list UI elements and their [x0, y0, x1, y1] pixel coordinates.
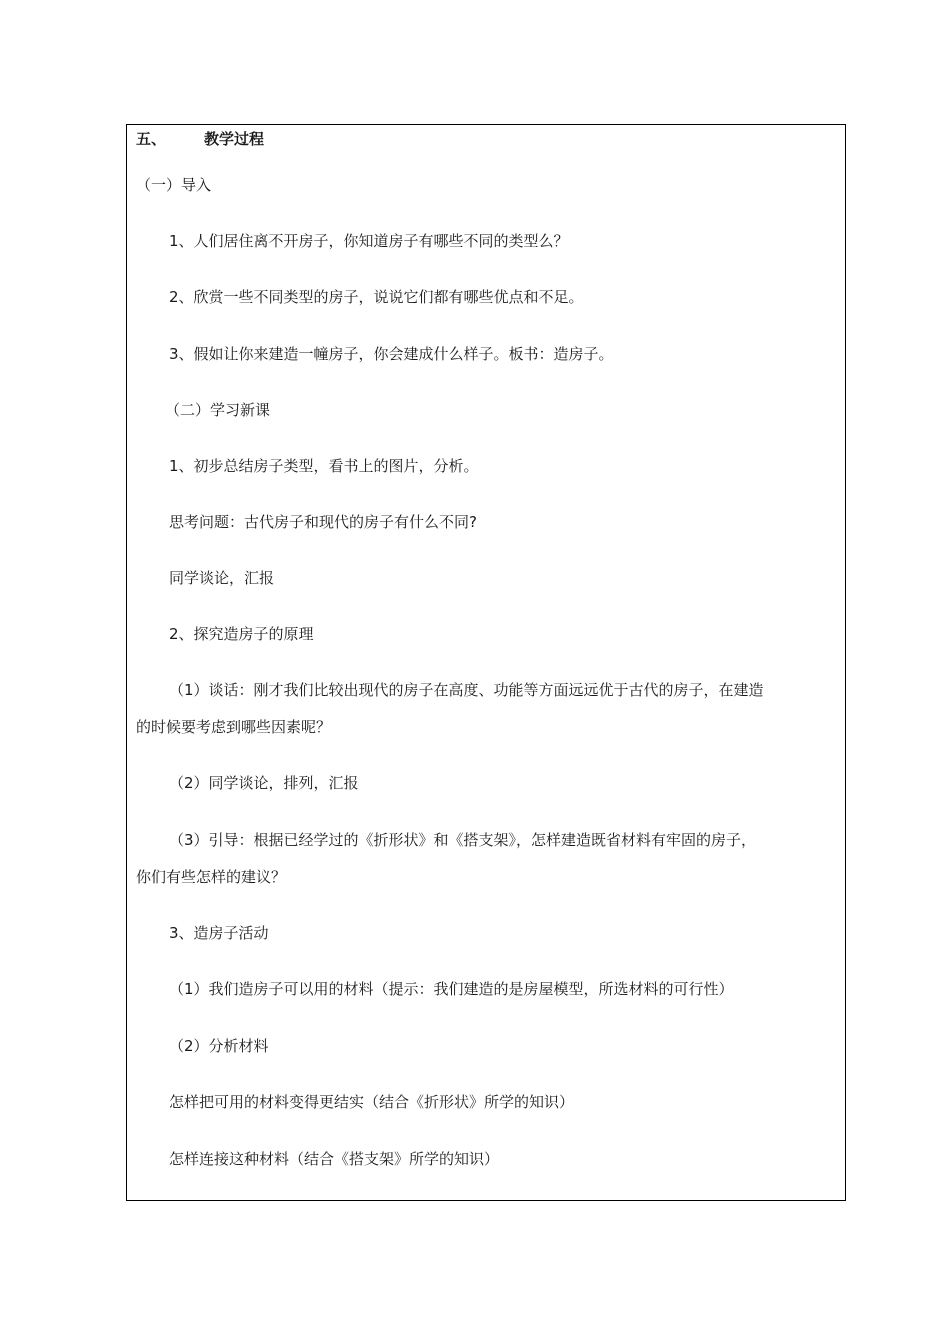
principle-item-3-line-2: 你们有些怎样的建议？ — [136, 868, 287, 886]
intro-item-3: 3、假如让你来建造一幢房子，你会建成什么样子。板书：造房子。 — [169, 345, 614, 363]
intro-item-2: 2、欣赏一些不同类型的房子，说说它们都有哪些优点和不足。 — [169, 288, 584, 306]
activity-item-2: （2）分析材料 — [169, 1037, 269, 1055]
lesson-item-3: 3、造房子活动 — [169, 924, 269, 942]
intro-item-1: 1、人们居住离不开房子，你知道房子有哪些不同的类型么？ — [169, 232, 569, 250]
lesson-question: 思考问题：古代房子和现代的房子有什么不同? — [169, 513, 477, 531]
section-number: 五、 — [136, 130, 167, 148]
principle-item-1-line-2: 的时候要考虑到哪些因素呢？ — [136, 718, 332, 736]
lesson-item-2: 2、探究造房子的原理 — [169, 625, 314, 643]
principle-item-1-line-1: （1）谈话：刚才我们比较出现代的房子在高度、功能等方面远远优于古代的房子，在建造 — [169, 681, 764, 699]
lesson-discussion: 同学谈论，汇报 — [169, 569, 275, 587]
activity-item-1: （1）我们造房子可以用的材料（提示：我们建造的是房屋模型，所选材料的可行性） — [169, 980, 734, 998]
principle-item-2: （2）同学谈论，排列，汇报 — [169, 774, 359, 792]
lesson-item-1: 1、初步总结房子类型，看书上的图片，分析。 — [169, 457, 479, 475]
section-heading — [136, 129, 264, 149]
principle-item-3-line-1: （3）引导：根据已经学过的《折形状》和《搭支架》，怎样建造既省材料有牢固的房子， — [169, 831, 757, 849]
material-strength-question: 怎样把可用的材料变得更结实（结合《折形状》所学的知识） — [169, 1093, 575, 1111]
subsection-heading-intro: （一）导入 — [136, 176, 212, 194]
section-title: 教学过程 — [204, 130, 265, 148]
subsection-heading-new-lesson: （二）学习新课 — [165, 401, 271, 419]
material-connection-question: 怎样连接这种材料（结合《搭支架》所学的知识） — [169, 1150, 500, 1168]
